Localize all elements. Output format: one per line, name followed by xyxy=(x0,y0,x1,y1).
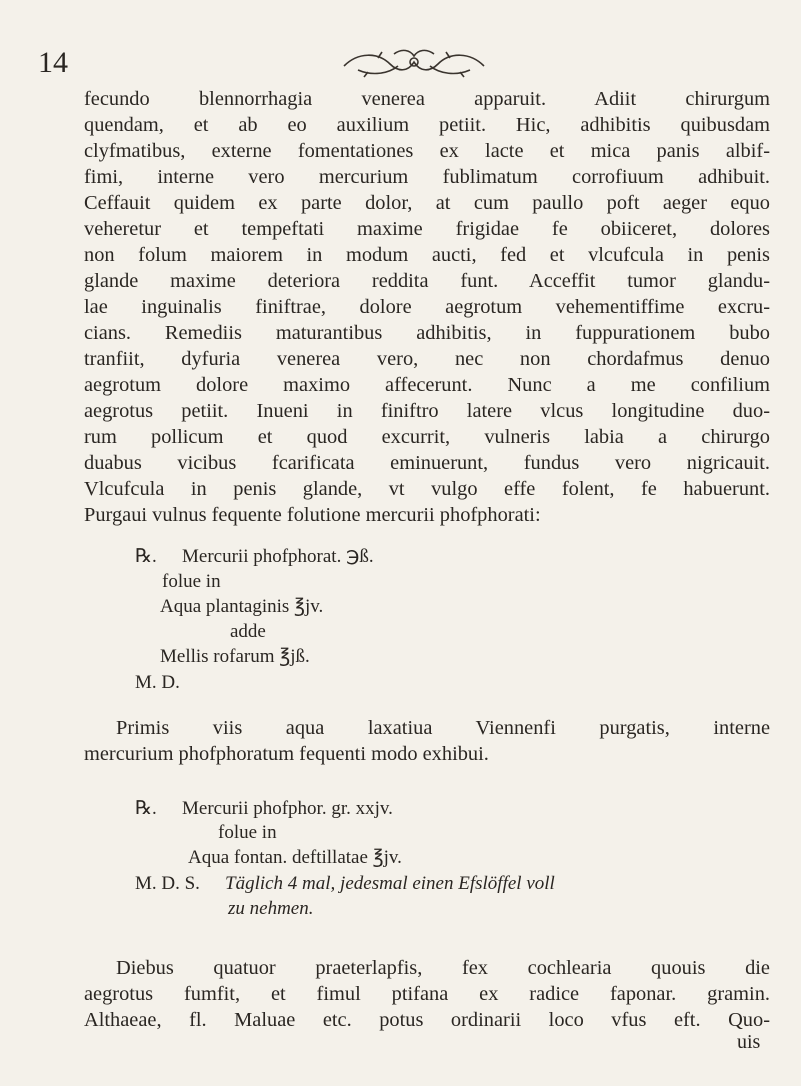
recipe-symbol: ℞. xyxy=(135,546,157,567)
text-line: glande maxime deteriora reddita funt. Acceffit tumor glandu- xyxy=(84,270,770,292)
recipe-line: Mellis rofarum ℥jß. xyxy=(160,646,310,667)
paragraph-3 xyxy=(84,955,770,1033)
recipe-line: Mercurii phofphorat. ℈ß. xyxy=(182,546,374,567)
text-line: clyfmatibus, externe fomentationes ex lacte et mica panis albif- xyxy=(84,140,770,162)
recipe-line: folue in xyxy=(162,571,221,592)
text-line: Althaeae, fl. Maluae etc. potus ordinarii loco vfus eft. Quo- xyxy=(84,1009,770,1031)
text-line: rum pollicum et quod excurrit, vulneris labia a chirurgo xyxy=(84,426,770,448)
paragraph-2 xyxy=(84,715,770,767)
catchword: uis xyxy=(737,1031,761,1053)
text-line: Primis viis aqua laxatiua Viennenfi purgatis, interne xyxy=(116,717,770,739)
recipe-instruction: Täglich 4 mal, jedesmal einen Efslöffel voll xyxy=(225,873,555,894)
text-line: fimi, interne vero mercurium fublimatum corrofiuum adhibuit. xyxy=(84,166,770,188)
recipe-md: M. D. xyxy=(135,672,180,693)
text-line: aegrotum dolore maximo affecerunt. Nunc a me confilium xyxy=(84,374,770,396)
recipe-mds: M. D. S. xyxy=(135,873,200,894)
text-line: fecundo blennorrhagia venerea apparuit. Adiit chirurgum xyxy=(84,88,770,110)
page-number: 14 xyxy=(38,46,68,79)
recipe-line: Aqua plantaginis ℥jv. xyxy=(160,596,324,617)
text-line: aegrotus fumfit, et fimul ptifana ex radice faponar. gramin. xyxy=(84,983,770,1005)
recipe-instruction-cont: zu nehmen. xyxy=(228,898,314,919)
text-line: non folum maiorem in modum aucti, fed et vlcufcula in penis xyxy=(84,244,770,266)
recipe-line: adde xyxy=(230,621,266,642)
text-line: Diebus quatuor praeterlapfis, fex cochlearia quouis die xyxy=(116,957,770,979)
text-line: cians. Remediis maturantibus adhibitis, in fuppurationem bubo xyxy=(84,322,770,344)
text-line: Ceffauit quidem ex parte dolor, at cum paullo poft aeger equo xyxy=(84,192,770,214)
recipe-symbol: ℞. xyxy=(135,798,157,819)
ornament-icon xyxy=(338,46,490,80)
text-line: lae inguinalis finiftrae, dolore aegrotum vehementiffime excru- xyxy=(84,296,770,318)
text-line: quendam, et ab eo auxilium petiit. Hic, adhibitis quibusdam xyxy=(84,114,770,136)
text-line: aegrotus petiit. Inueni in finiftro latere vlcus longitudine duo- xyxy=(84,400,770,422)
recipe-line: Mercurii phofphor. gr. xxjv. xyxy=(182,798,393,819)
text-line: tranfiit, dyfuria venerea vero, nec non chordafmus denuo xyxy=(84,348,770,370)
text-line: mercurium phofphoratum fequenti modo exhibui. xyxy=(84,743,489,765)
recipe-line: Aqua fontan. deftillatae ℥jv. xyxy=(188,847,402,868)
text-line: Vlcufcula in penis glande, vt vulgo effe folent, fe habuerunt. xyxy=(84,478,770,500)
text-line: Purgaui vulnus fequente folutione mercurii phofphorati: xyxy=(84,504,541,526)
recipe-line: folue in xyxy=(218,822,277,843)
text-line: duabus vicibus fcarificata eminuerunt, fundus vero nigricauit. xyxy=(84,452,770,474)
text-line: veheretur et tempeftati maxime frigidae fe obiiceret, dolores xyxy=(84,218,770,240)
paragraph-1 xyxy=(84,86,770,528)
